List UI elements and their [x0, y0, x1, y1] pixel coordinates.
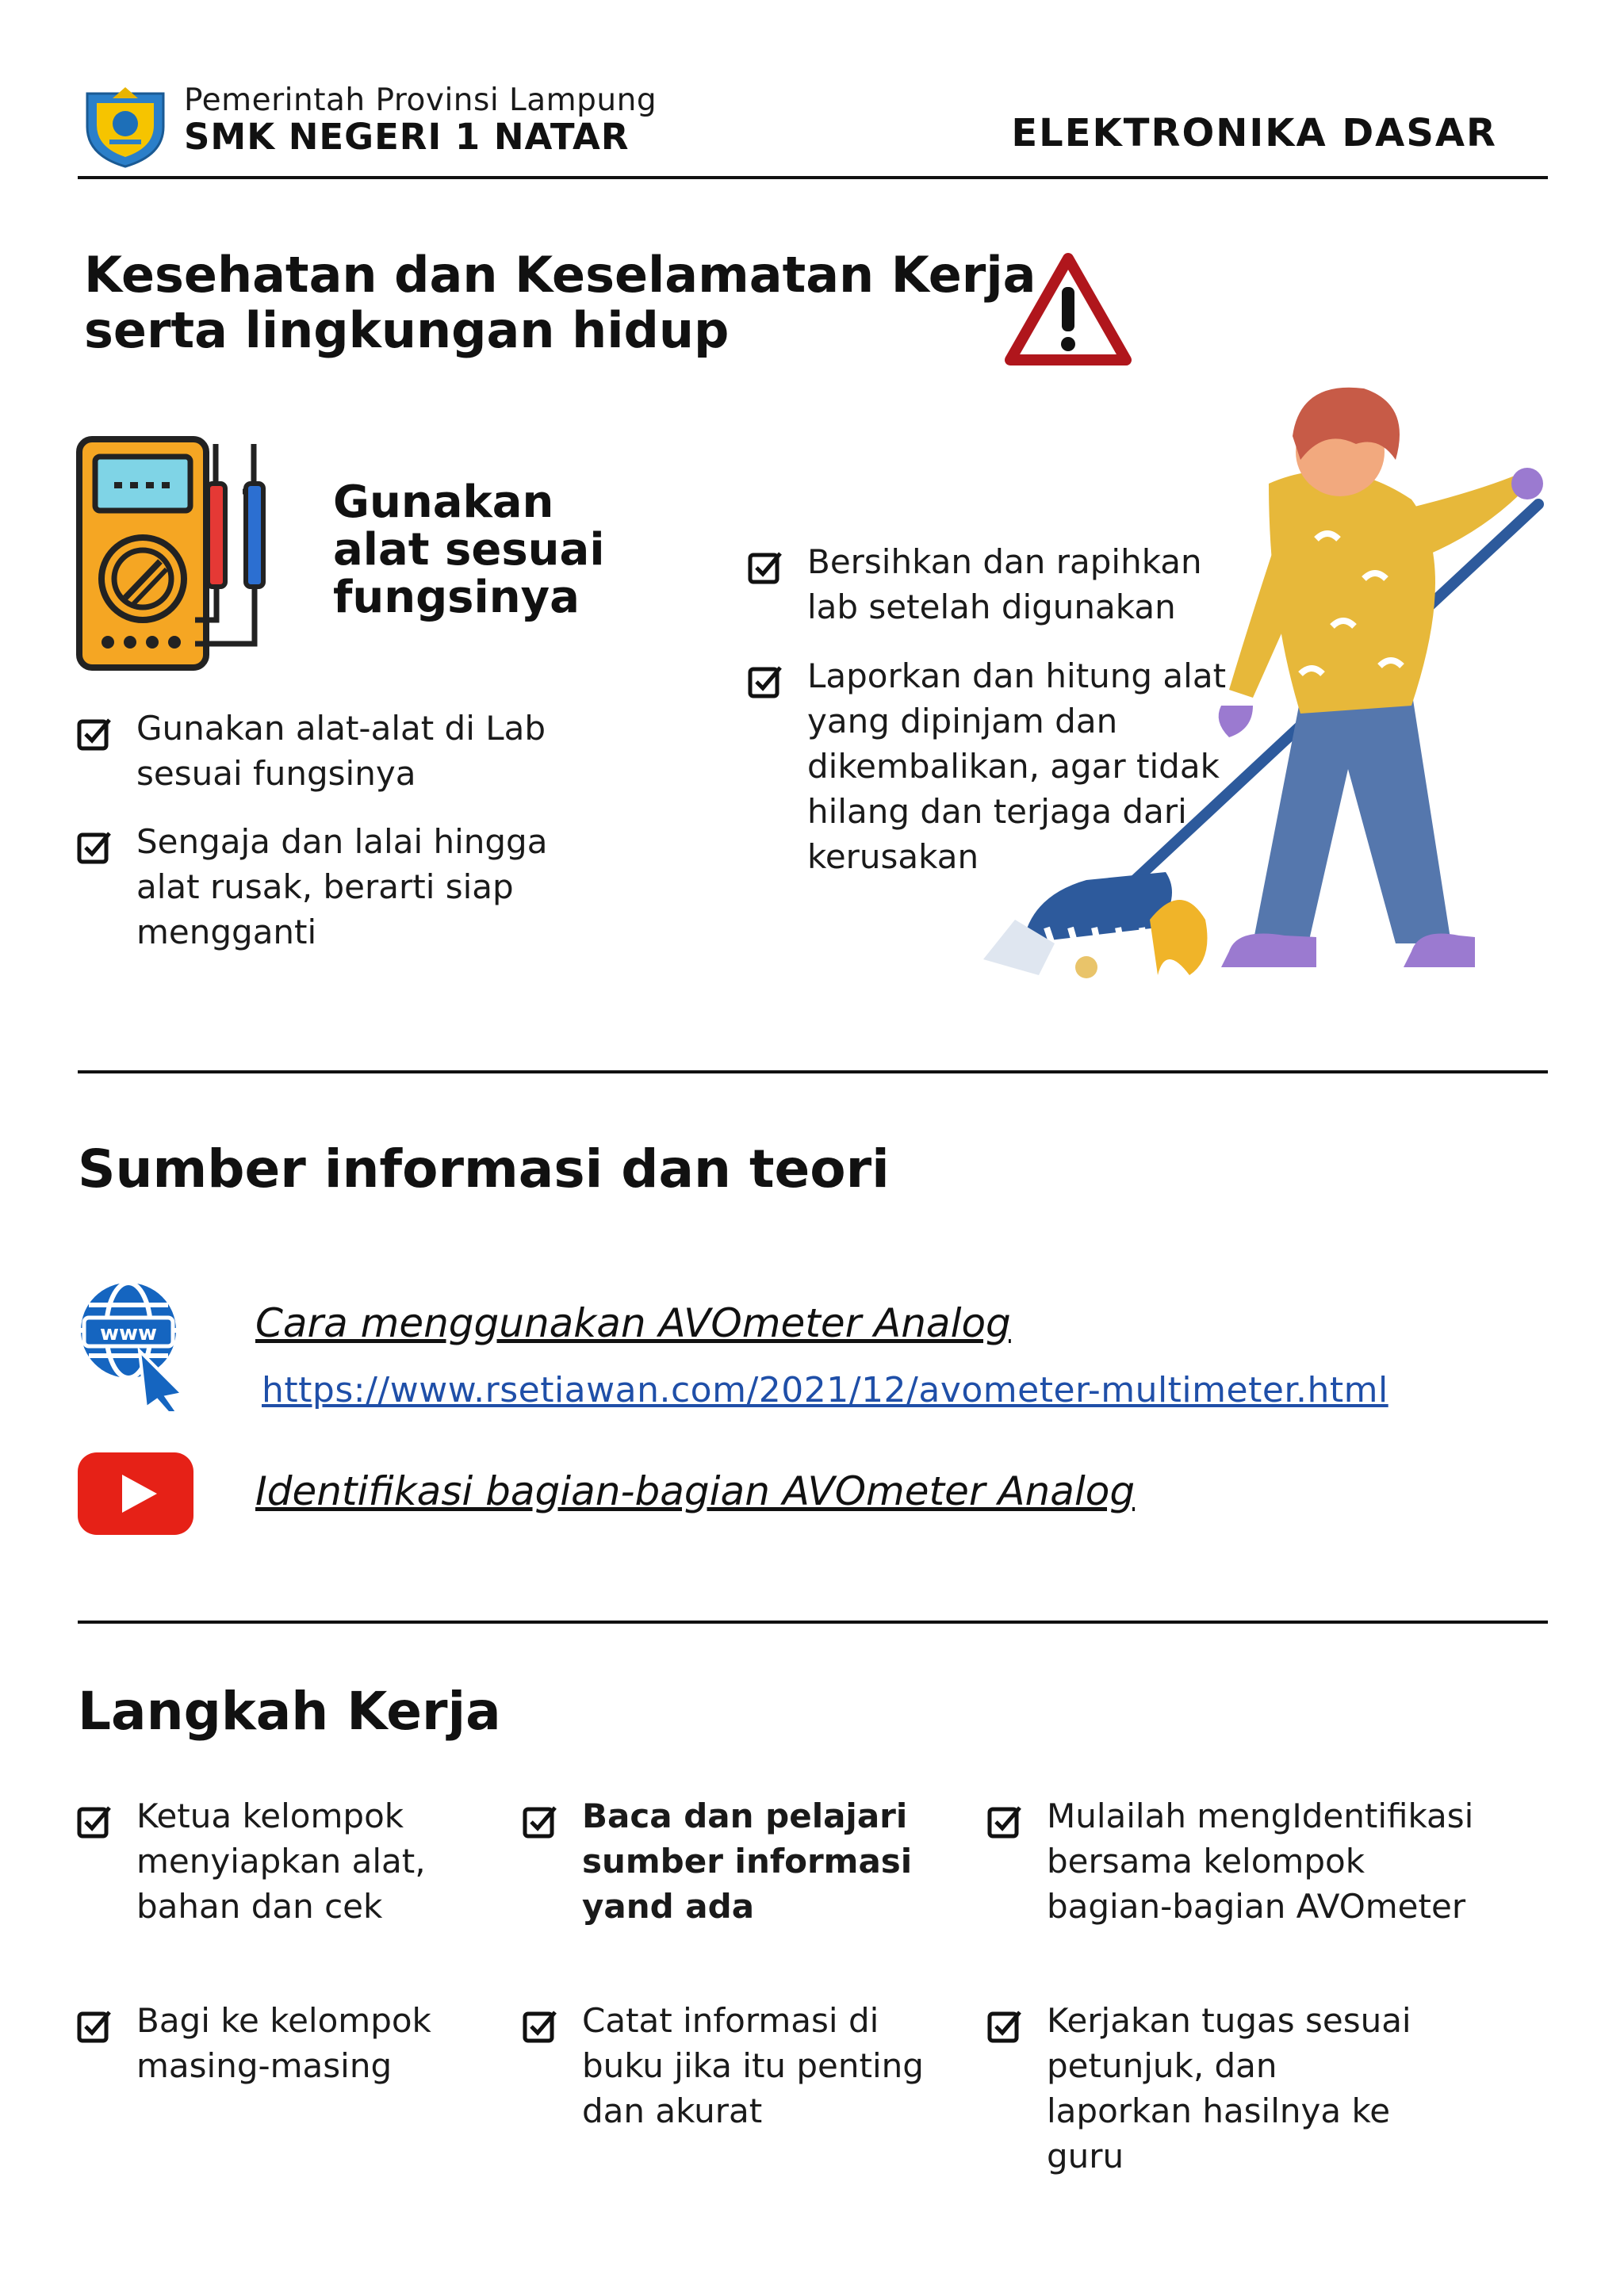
step-item	[522, 1998, 950, 2133]
k3-item-text: Sengaja dan lalai hingga alat rusak, berarti siap mengganti	[136, 822, 548, 951]
step-item-text: Ketua kelompok menyiapkan alat, bahan dan cek	[136, 1797, 426, 1926]
checkbox-icon	[76, 828, 113, 865]
step-item-text: Kerjakan tugas sesuai petunjuk, dan laporkan hasilnya ke guru	[1047, 2001, 1411, 2175]
step-item-text: Catat informasi di buku jika itu penting dan akurat	[582, 2001, 924, 2130]
checkbox-icon	[76, 2007, 113, 2044]
subject-title: ELEKTRONIKA DASAR	[1011, 111, 1497, 155]
sources-title: Sumber informasi dan teori	[78, 1138, 890, 1200]
step-item-text: Mulailah mengIdentifikasi bersama kelompok bagian-bagian AVOmeter	[1047, 1797, 1474, 1926]
youtube-icon	[78, 1452, 193, 1535]
tool-heading-line: Gunakan	[333, 476, 554, 528]
checkbox-icon	[522, 1803, 558, 1839]
cleaning-person-illustration	[967, 373, 1570, 1007]
checkbox-icon	[76, 1803, 113, 1839]
step-item	[522, 1793, 918, 1929]
org-province: Pemerintah Provinsi Lampung	[184, 82, 657, 118]
school-logo	[81, 79, 170, 168]
k3-item	[76, 706, 584, 796]
web-resource-link[interactable]: Cara menggunakan AVOmeter Analog	[255, 1300, 1011, 1346]
k3-title-line1: Kesehatan dan Keselamatan Kerja	[84, 246, 1036, 304]
multimeter-icon	[76, 436, 309, 671]
tool-heading	[333, 476, 605, 623]
checkbox-icon	[986, 2007, 1023, 2044]
checkbox-icon	[986, 1803, 1023, 1839]
checkbox-icon	[747, 663, 783, 699]
web-resource-url[interactable]: https://www.rsetiawan.com/2021/12/avometer-multimeter.html	[262, 1370, 1388, 1410]
divider	[78, 1070, 1548, 1073]
checkbox-icon	[747, 549, 783, 585]
k3-item-text: Bersihkan dan rapihkan lab setelah digunakan	[807, 542, 1202, 626]
warning-icon	[1004, 252, 1132, 366]
divider	[78, 176, 1548, 179]
steps-title: Langkah Kerja	[78, 1681, 501, 1742]
step-item-text: Bagi ke kelompok masing-masing	[136, 2001, 431, 2085]
checkbox-icon	[522, 2007, 558, 2044]
step-item	[986, 1998, 1431, 2179]
step-item-text: Baca dan pelajari sumber informasi yand ada	[582, 1797, 913, 1926]
step-item	[76, 1793, 457, 1929]
k3-item-text: Gunakan alat-alat di Lab sesuai fungsinya	[136, 709, 546, 793]
k3-title-line2: serta lingkungan hidup	[84, 301, 730, 359]
www-globe-icon	[78, 1278, 190, 1413]
school-name: SMK NEGERI 1 NATAR	[184, 116, 630, 158]
tool-heading-line: fungsinya	[333, 572, 580, 623]
k3-item-text: Laporkan dan hitung alat yang dipinjam dan dikembalikan, agar tidak hilang dan terjaga dari kerusakan	[807, 656, 1227, 876]
k3-item	[76, 819, 584, 955]
step-item	[986, 1793, 1494, 1929]
www-label: www	[99, 1322, 158, 1345]
divider	[78, 1621, 1548, 1624]
video-resource-link[interactable]: Identifikasi bagian-bagian AVOmeter Analog	[255, 1468, 1136, 1514]
step-item	[76, 1998, 457, 2088]
tool-heading-line: alat sesuai	[333, 524, 605, 576]
checkbox-icon	[76, 715, 113, 752]
